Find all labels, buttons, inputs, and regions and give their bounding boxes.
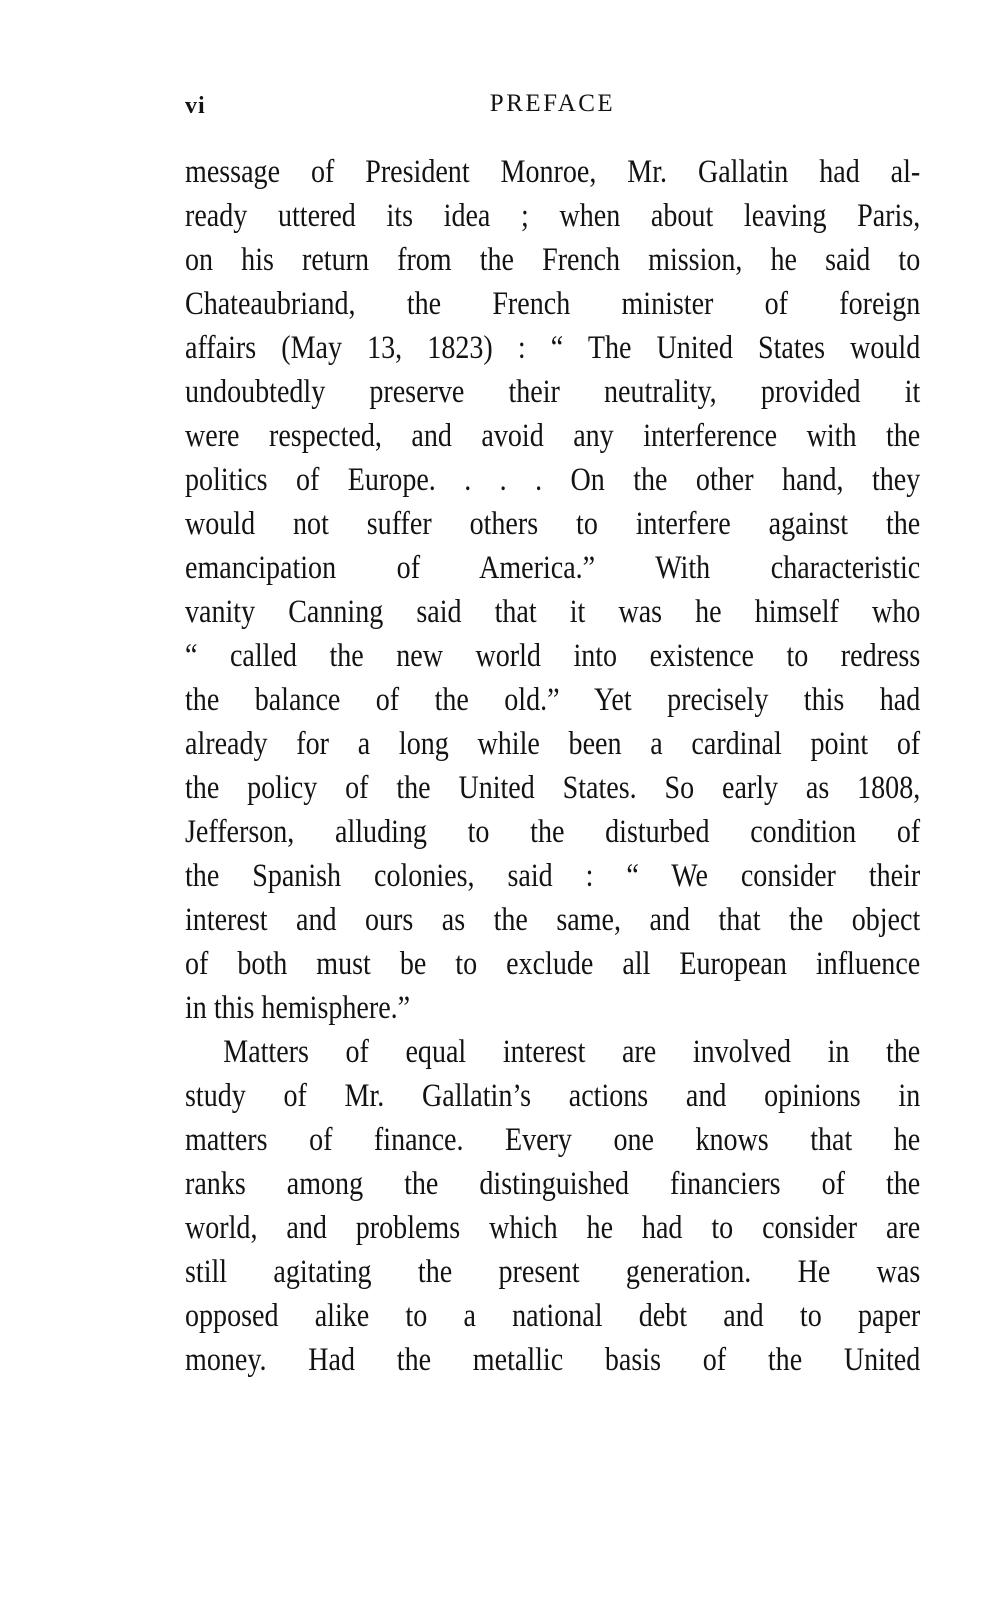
body-text-line: still agitating the present generation. He was (185, 1254, 921, 1290)
body-text-line: ranks among the distinguished financiers of the (185, 1166, 921, 1202)
running-head (185, 90, 920, 124)
body-text-line: affairs (May 13, 1823) : “ The United States would (185, 330, 921, 366)
body-text-line: the policy of the United States. So early as 1808, (185, 770, 921, 806)
body-text-line: of both must be to exclude all European influence (185, 946, 921, 982)
body-text-line: on his return from the French mission, he said to (185, 242, 921, 278)
body-text-line: money. Had the metallic basis of the United (185, 1342, 921, 1378)
body-text-line: vanity Canning said that it was he himself who (185, 594, 921, 630)
body-text-line: would not suffer others to interfere against the (185, 506, 921, 542)
folio-page-number: vi (185, 93, 206, 119)
body-text-line: opposed alike to a national debt and to paper (185, 1298, 921, 1334)
running-head-title: PREFACE (489, 90, 616, 117)
body-text-line: undoubtedly preserve their neutrality, provided it (185, 374, 921, 410)
body-text-line: the balance of the old.” Yet precisely this had (185, 682, 921, 718)
body-text-line: message of President Monroe, Mr. Gallatin had al- (185, 154, 921, 190)
body-text-line: Matters of equal interest are involved in the (223, 1034, 921, 1070)
body-text-line: already for a long while been a cardinal point of (185, 726, 921, 762)
body-text-line: world, and problems which he had to consider are (185, 1210, 921, 1246)
body-text-line: emancipation of America.” With characteristic (185, 550, 921, 586)
body-text-line: interest and ours as the same, and that the object (185, 902, 921, 938)
body-text-line: Jefferson, alluding to the disturbed condition of (185, 814, 921, 850)
body-text-line: study of Mr. Gallatin’s actions and opinions in (185, 1078, 921, 1114)
body-text-line: Chateaubriand, the French minister of foreign (185, 286, 921, 322)
page-body (185, 150, 920, 1382)
body-text-line: the Spanish colonies, said : “ We consider their (185, 858, 921, 894)
body-text-line: ready uttered its idea ; when about leaving Paris, (185, 198, 921, 234)
body-text-line: in this hemisphere.” (185, 990, 411, 1026)
body-text-line: “ called the new world into existence to redress (185, 638, 921, 674)
body-text-line: matters of finance. Every one knows that he (185, 1122, 921, 1158)
body-text-line: were respected, and avoid any interference with the (185, 418, 921, 454)
body-text-line: politics of Europe. . . . On the other hand, they (185, 462, 921, 498)
